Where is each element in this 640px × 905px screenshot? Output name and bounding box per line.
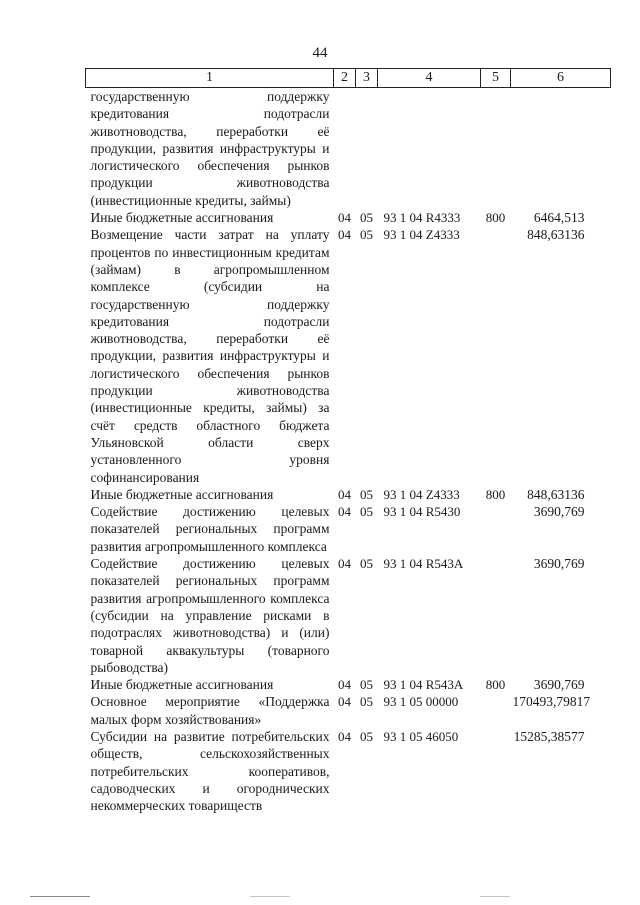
- row-target-article: 93 1 04 R4333: [383, 210, 461, 226]
- row-expense-type: [481, 728, 511, 814]
- row-subsection: 05: [360, 504, 373, 520]
- budget-table: [85, 68, 611, 814]
- scan-edge-mark: [480, 896, 510, 897]
- row-target-article: 93 1 04 R543A: [383, 556, 464, 572]
- row-subsection: 05: [360, 728, 373, 744]
- row-target-article: 93 1 04 Z4333: [383, 486, 460, 502]
- scan-edge-mark: [30, 896, 90, 897]
- row-subsection: 05: [360, 210, 373, 226]
- table-row: [86, 486, 611, 503]
- row-expense-type: [481, 555, 511, 676]
- row-name: Иные бюджетные ассигнования: [90, 210, 274, 226]
- row-target-article: 93 1 05 00000: [383, 694, 459, 710]
- row-subsection: [356, 88, 378, 210]
- scan-edge-mark: [250, 896, 290, 897]
- row-target-article: 93 1 04 R5430: [383, 504, 461, 520]
- row-amount: 6464,513: [533, 210, 585, 226]
- row-expense-type: 800: [485, 486, 506, 502]
- row-amount: 3690,769: [533, 677, 585, 693]
- row-section: 04: [338, 694, 351, 710]
- table-row: [86, 88, 611, 210]
- row-section: 04: [338, 504, 351, 520]
- row-name: государственную поддержку кредитования подотрасли животноводства, переработки её продукции, развития инфраструктуры и логистического обеспечения рынков продукции животноводства (инвестиционные кредиты, займы): [90, 89, 330, 208]
- row-target-article: 93 1 04 R543A: [383, 677, 464, 693]
- header-col-4: 4: [378, 69, 481, 88]
- row-amount: 3690,769: [533, 504, 585, 520]
- row-subsection: 05: [360, 556, 373, 572]
- row-amount: 15285,38577: [513, 728, 585, 744]
- row-subsection: 05: [360, 486, 373, 502]
- row-expense-type: [481, 693, 511, 728]
- row-amount: 170493,79817: [512, 694, 591, 710]
- row-name: Возмещение части затрат на уплату процентов по инвестиционным кредитам (займам) в агропромышленном комплексе (субсидии на государственную поддержку кредитования подотрасли животноводства, переработки её продукции, развития инфраструктуры и логистического обеспечения рынков продукции животноводства (инвестиционные кредиты, займы) за счёт средств областного бюджета Ульяновской области сверх установленного уровня софинансирования: [90, 227, 330, 485]
- row-target-article: 93 1 05 46050: [383, 728, 459, 744]
- row-target-article: 93 1 04 Z4333: [383, 227, 460, 243]
- row-section: 04: [338, 486, 351, 502]
- row-name: Субсидии на развитие потребительских обществ, сельскохозяйственных потребительских кооперативов, садоводческих и огороднических некоммерческих товариществ: [90, 728, 330, 814]
- row-subsection: 05: [360, 677, 373, 693]
- table-row: [86, 676, 611, 693]
- row-target-article: [378, 88, 481, 210]
- row-name: Содействие достижению целевых показателей региональных программ развития агропромышленного комплекса (субсидии на управление рисками в подотраслях животноводства) и (или) товарной аквакультуры (товарного рыбоводства): [90, 556, 330, 675]
- header-col-3: 3: [356, 69, 378, 88]
- header-col-2: 2: [334, 69, 356, 88]
- row-expense-type: [481, 88, 511, 210]
- table-row: [86, 209, 611, 226]
- header-row: [86, 69, 611, 88]
- table-body: [86, 88, 611, 815]
- row-section: 04: [338, 677, 351, 693]
- row-name: Основное мероприятие «Поддержка малых форм хозяйствования»: [90, 694, 330, 727]
- row-name: Содействие достижению целевых показателей региональных программ развития агропромышленного комплекса: [90, 504, 330, 554]
- row-section: [334, 88, 356, 210]
- row-amount: 848,63136: [527, 227, 585, 243]
- row-expense-type: [481, 226, 511, 485]
- row-expense-type: [481, 503, 511, 555]
- header-col-1: 1: [86, 69, 334, 88]
- table-row: [86, 728, 611, 814]
- table-row: [86, 503, 611, 555]
- page-number: 44: [312, 45, 328, 61]
- row-amount: [511, 88, 611, 210]
- table-row: [86, 226, 611, 485]
- row-amount: 848,63136: [527, 486, 585, 502]
- table-row: [86, 693, 611, 728]
- row-name: Иные бюджетные ассигнования: [90, 486, 274, 502]
- row-section: 04: [338, 227, 351, 243]
- row-subsection: 05: [360, 694, 373, 710]
- row-section: 04: [338, 210, 351, 226]
- table-row: [86, 555, 611, 676]
- row-name: Иные бюджетные ассигнования: [90, 677, 274, 693]
- row-amount: 3690,769: [533, 556, 585, 572]
- row-section: 04: [338, 728, 351, 744]
- header-col-5: 5: [481, 69, 511, 88]
- table-header: [86, 69, 611, 88]
- row-expense-type: 800: [485, 677, 506, 693]
- row-expense-type: 800: [485, 210, 506, 226]
- row-subsection: 05: [360, 227, 373, 243]
- header-col-6: 6: [511, 69, 611, 88]
- row-section: 04: [338, 556, 351, 572]
